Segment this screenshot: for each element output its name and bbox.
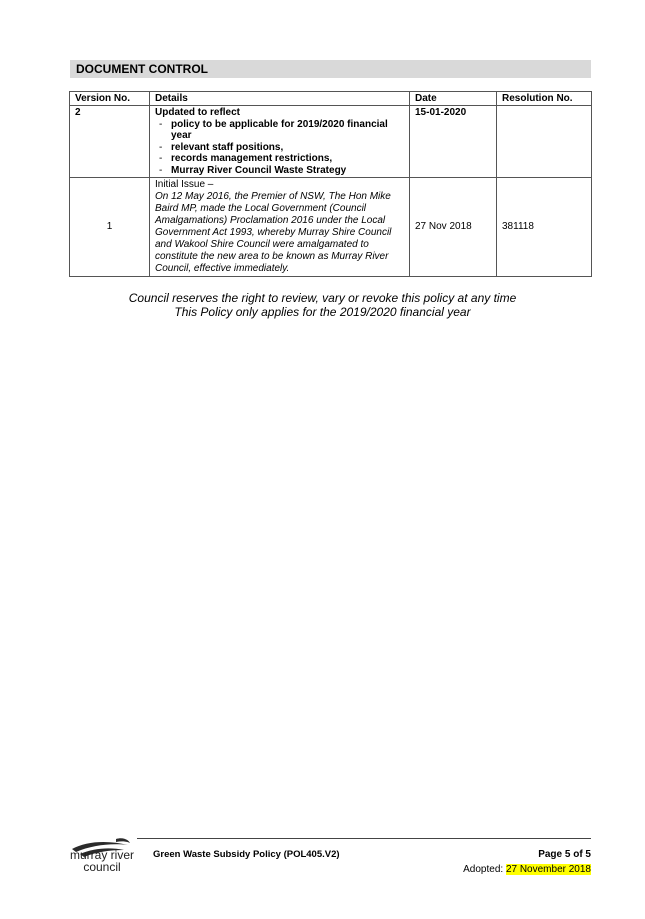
date-cell: 15-01-2020 [410,106,497,178]
list-item: - policy to be applicable for 2019/2020 financial year [155,119,404,142]
list-item: - records management restrictions, [155,153,404,165]
details-list [155,119,404,177]
section-title: DOCUMENT CONTROL [70,60,591,78]
list-item: - Murray River Council Waste Strategy [155,165,404,177]
page-number: Page 5 of 5 [538,849,591,860]
date-cell: 27 Nov 2018 [410,178,497,277]
details-body: On 12 May 2016, the Premier of NSW, The Hon Mike Baird MP, made the Local Government (Council Amalgamations) Proclamation 2016 under the Local Government Act 1993, whereby Murray Shire Council and Wakool Shire Council were amalgamated to constitute the new area to be known as Murray River Council, effective immediately. [155,191,392,274]
resolution-cell: 381118 [497,178,592,277]
details-cell [150,106,410,178]
header-resolution: Resolution No. [497,92,592,106]
footer-right [463,847,591,877]
logo-line: council [83,860,121,874]
document-control-table [69,91,592,277]
list-item: - relevant staff positions, [155,142,404,154]
notice-line: Council reserves the right to review, vary or revoke this policy at any time [128,291,517,305]
adopted-label: Adopted: [463,864,506,875]
details-cell [150,178,410,277]
adopted-line [463,862,591,877]
resolution-cell [497,106,592,178]
table-row [70,106,592,178]
policy-notice [0,291,645,319]
version-cell: 2 [70,106,150,178]
version-cell: 1 [70,178,150,277]
header-version: Version No. [70,92,150,106]
header-details: Details [150,92,410,106]
details-heading: Initial Issue – [155,179,214,190]
header-date: Date [410,92,497,106]
logo-line: murray river [69,848,134,862]
notice-line: This Policy only applies for the 2019/2020 financial year [174,305,471,319]
footer-divider [137,838,591,839]
table-header-row [70,92,592,106]
logo-text [66,849,138,873]
footer-policy-title: Green Waste Subsidy Policy (POL405.V2) [153,849,340,860]
table-row [70,178,592,277]
adopted-date: 27 November 2018 [505,864,591,875]
details-heading: Updated to reflect [155,107,241,118]
